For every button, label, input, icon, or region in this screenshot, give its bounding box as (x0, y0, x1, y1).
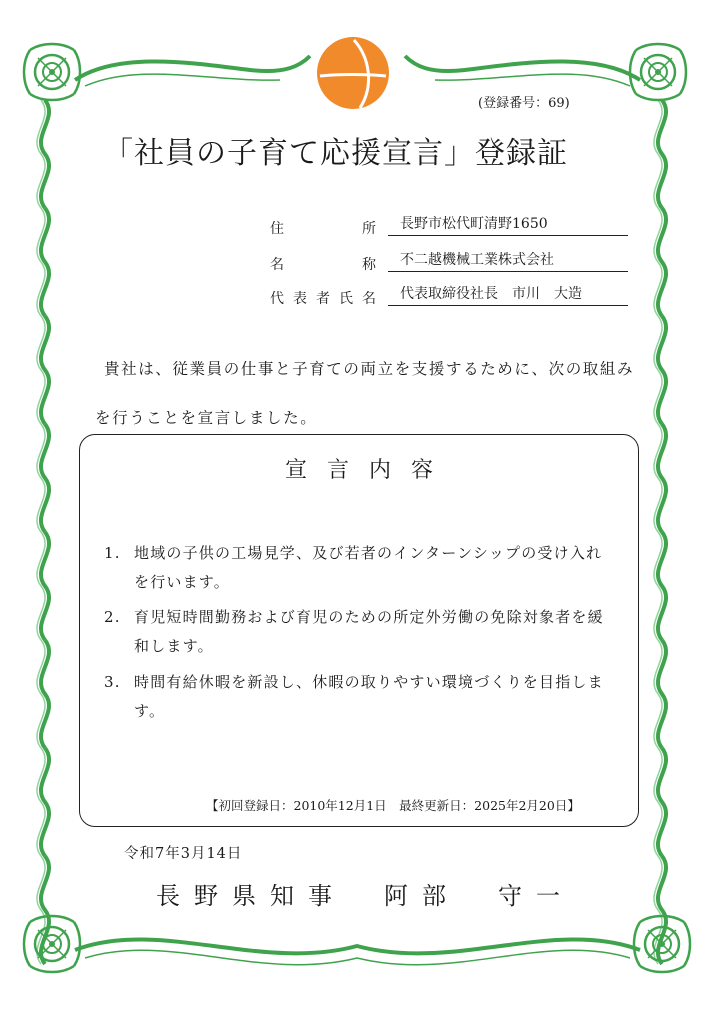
corner-ornament-bottom-left (24, 916, 80, 972)
address-value: 長野市松代町清野1650 (388, 214, 628, 236)
corner-ornament-top-left (24, 44, 80, 100)
issuer-name: 長野県知事 阿部 守一 (156, 882, 574, 910)
declaration-number: 2. (104, 608, 121, 626)
declaration-item (104, 668, 614, 726)
declaration-number: 1. (104, 544, 121, 562)
bottom-swirls (75, 940, 640, 965)
declaration-text: 地域の子供の工場見学、及び若者のインターンシップの受け入れを行います。 (134, 544, 603, 591)
registration-dates: 【初回登録日：2010年12月1日 最終更新日：2025年2月20日】 (206, 798, 580, 813)
intro-line-1: 貴社は、従業員の仕事と子育ての両立を支援するために、次の取組み (104, 360, 635, 378)
orange-circle-logo-icon (316, 36, 390, 110)
declaration-text: 育児短時間勤務および育児のための所定外労働の免除対象者を緩和します。 (134, 608, 604, 655)
representative-value: 代表取締役社長 市川 大造 (388, 284, 628, 306)
declaration-number: 3. (104, 673, 121, 691)
declaration-text: 時間有給休暇を新設し、休暇の取りやすい環境づくりを目指します。 (134, 673, 604, 720)
intro-line-2: を行うことを宣言しました。 (95, 409, 318, 427)
company-name-value: 不二越機械工業株式会社 (388, 250, 628, 272)
intro-text (95, 345, 635, 443)
registration-number: (登録番号：69) (478, 96, 570, 111)
left-vine (37, 100, 49, 964)
right-vine (654, 100, 666, 964)
issue-date: 令和7年3月14日 (124, 846, 243, 862)
declaration-box (79, 434, 639, 827)
declaration-item (104, 603, 614, 661)
certificate-title: 「社員の子育て応援宣言」登録証 (103, 136, 568, 171)
corner-ornament-top-right (630, 44, 686, 100)
declaration-item (104, 539, 614, 597)
declaration-title: 宣言内容 (284, 458, 453, 483)
